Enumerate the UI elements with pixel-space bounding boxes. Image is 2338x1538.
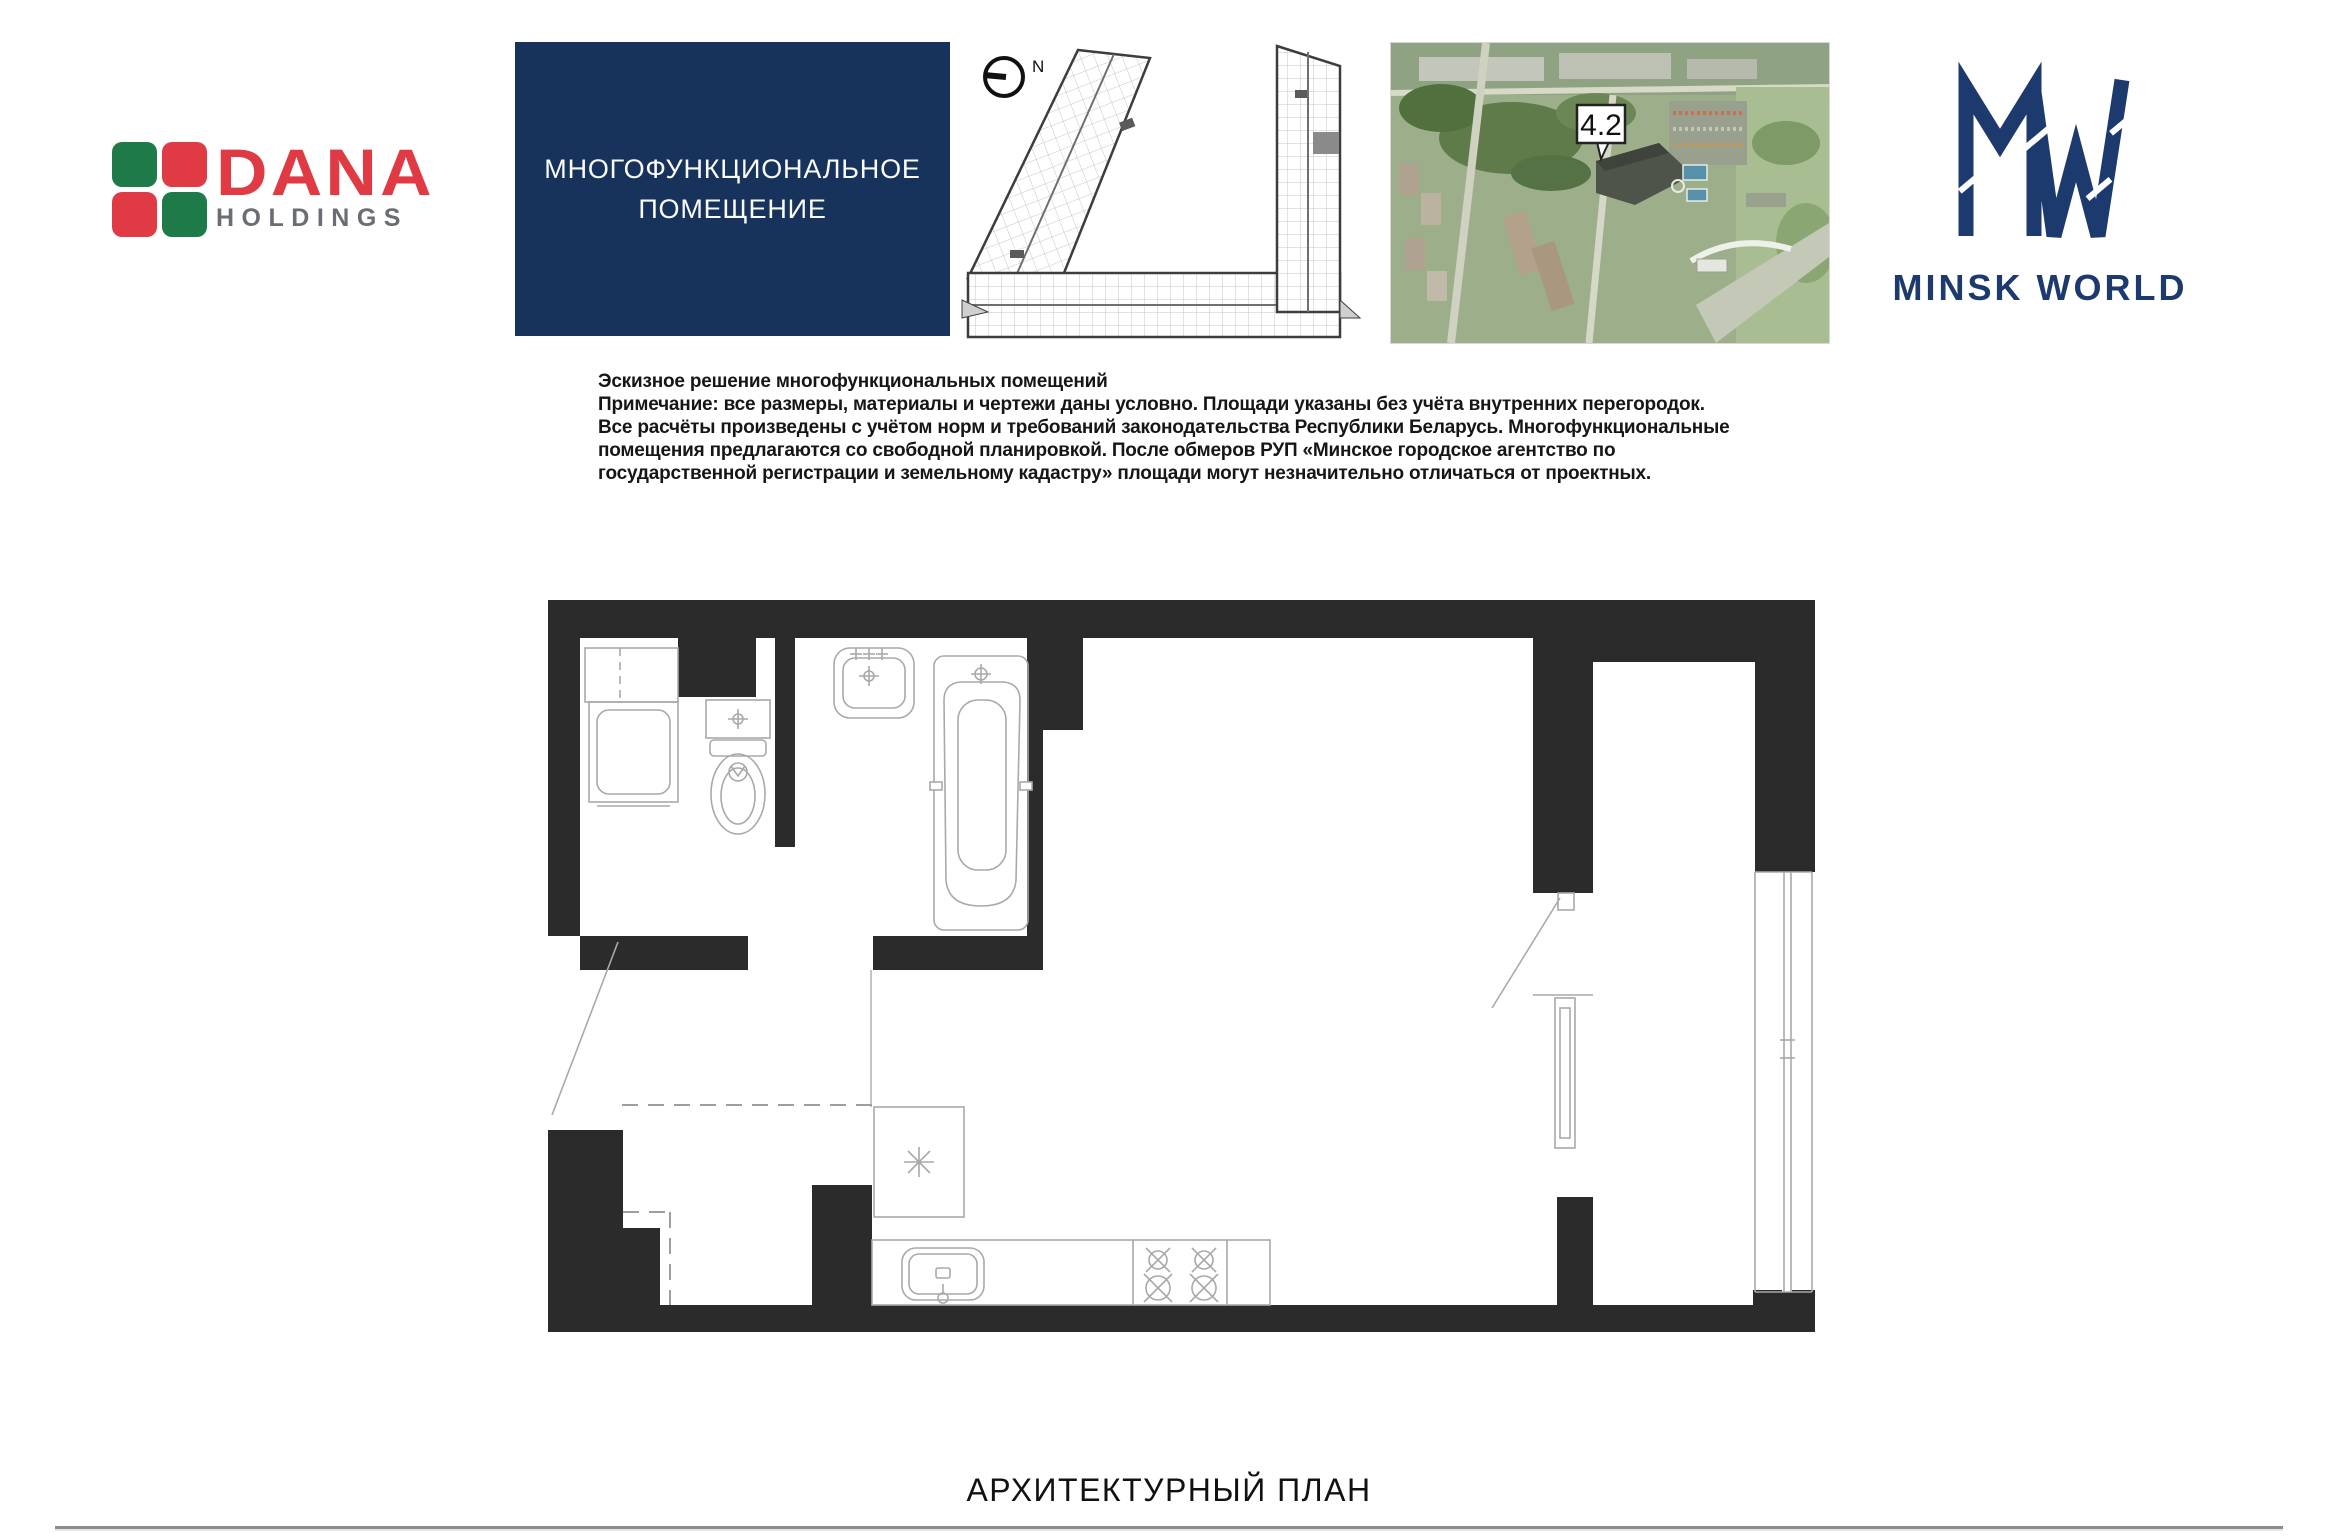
unit-type-line2: ПОМЕЩЕНИЕ: [638, 194, 827, 224]
note-line: помещения предлагаются со свободной планировкой. После обмеров РУП «Минское городское агентство по: [598, 440, 1616, 461]
dana-squares-icon: [112, 142, 207, 237]
note-line: государственной регистрации и земельному кадастру» площади могут незначительно отличаться от проектных.: [598, 463, 1651, 484]
wc-sink: [706, 700, 770, 738]
note-line: Все расчёты произведены с учётом норм и требований законодательства Республики Беларусь. Многофункциональные: [598, 417, 1730, 438]
north-label: N: [1032, 57, 1045, 76]
toilet: [710, 740, 766, 834]
dana-holdings-logo: [112, 135, 435, 237]
aerial-callout-label: 4.2: [1580, 109, 1622, 142]
unit-type-banner: [515, 42, 950, 336]
washing-machine: [585, 648, 678, 806]
aerial-pool: [1687, 189, 1707, 201]
north-arrow-icon: [984, 57, 1044, 96]
apartment-floor-plan: [540, 592, 1830, 1340]
aerial-pool: [1683, 165, 1707, 180]
footer-divider: [55, 1526, 2283, 1531]
aerial-building-block: [1687, 59, 1757, 79]
unit-type-line1: МНОГОФУНКЦИОНАЛЬНОЕ: [544, 154, 921, 184]
balcony-door: [1492, 893, 1593, 1148]
vent-shaft: [874, 1107, 964, 1217]
minsk-world-logo: [1870, 58, 2210, 309]
bathtub: [930, 656, 1032, 930]
aerial-building-block: [1559, 53, 1671, 79]
dana-brand-sub: HOLDINGS: [216, 204, 408, 232]
dana-square-green-2: [162, 192, 207, 237]
dana-square-green-1: [112, 142, 157, 187]
dana-brand-name: DANA: [216, 135, 435, 209]
building-footprint-plan: [935, 25, 1365, 350]
minsk-world-monogram-icon: [1870, 58, 2210, 258]
plan-fixtures: [552, 648, 1812, 1305]
aerial-trees: [1399, 84, 1483, 132]
loggia-window: [1755, 872, 1812, 1292]
dana-square-red-2: [112, 192, 157, 237]
highlighted-unit: [1313, 132, 1339, 154]
note-line: Эскизное решение многофункциональных помещений: [598, 371, 1108, 392]
kitchen-sink: [902, 1248, 984, 1303]
dana-square-red-1: [162, 142, 207, 187]
note-line: Примечание: все размеры, материалы и чертежи даны условно. Площади указаны без учёта внутренних перегородок.: [598, 394, 1705, 415]
minsk-world-name: MINSK WORLD: [1892, 267, 2188, 308]
stove: [1144, 1248, 1218, 1302]
footprint-left-wing: [968, 50, 1150, 278]
bathroom-sink: [834, 648, 914, 718]
aerial-site-image: [1390, 42, 1830, 344]
disclaimer-note: [598, 370, 1778, 485]
sheet-title: АРХИТЕКТУРНЫЙ ПЛАН: [966, 1472, 1372, 1508]
